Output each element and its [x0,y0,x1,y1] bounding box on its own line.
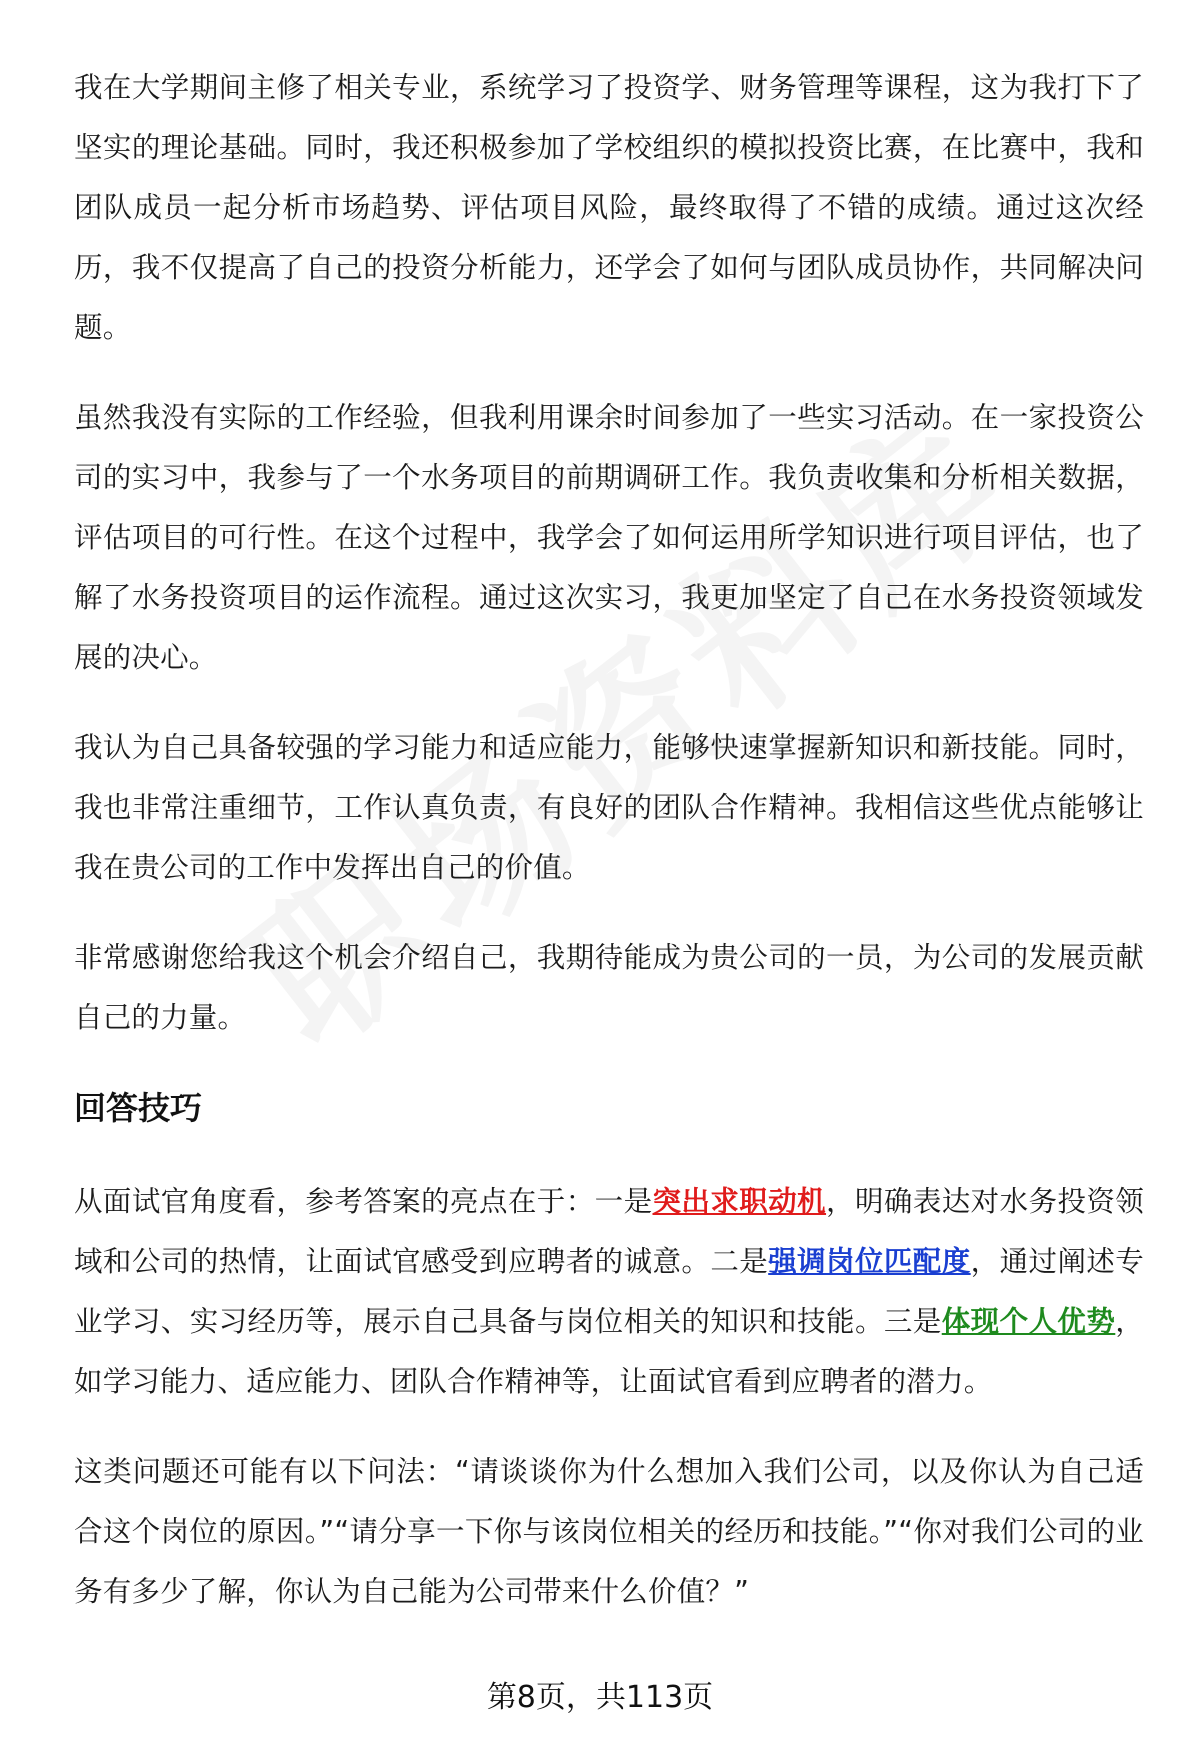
tips-text-1: 从面试官角度看，参考答案的亮点在于：一是 [74,1185,653,1218]
paragraph-strengths: 我认为自己具备较强的学习能力和适应能力，能够快速掌握新知识和新技能。同时，我也非常注重细节，工作认真负责，有良好的团队合作精神。我相信这些优点能够让我在贵公司的工作中发挥出自己的价值。 [74,731,1144,884]
paragraph-closing: 非常感谢您给我这个机会介绍自己，我期待能成为贵公司的一员，为公司的发展贡献自己的力量。 [74,941,1144,1034]
section-title: 回答技巧 [74,1089,203,1127]
highlight-job-match: 强调岗位匹配度 [768,1245,971,1278]
highlight-personal-strengths: 体现个人优势 [941,1305,1116,1338]
paragraph-education: 我在大学期间主修了相关专业，系统学习了投资学、财务管理等课程，这为我打下了坚实的理论基础。同时，我还积极参加了学校组织的模拟投资比赛，在比赛中，我和团队成员一起分析市场趋势、评估项目风险，最终取得了不错的成绩。通过这次经历，我不仅提高了自己的投资分析能力，还学会了如何与团队成员协作，共同解决问题。 [74,71,1144,344]
tips-text-2: ，明确表达对水务投资领域和公司的热情，让面试官感受到应聘者的诚意。二是 [74,1185,1144,1278]
tips-text-3: ，通过阐述专业学习、实习经历等，展示自己具备与岗位相关的知识和技能。三是 [74,1245,1144,1338]
document-body [74,58,1144,1652]
paragraph-internship: 虽然我没有实际的工作经验，但我利用课余时间参加了一些实习活动。在一家投资公司的实习中，我参与了一个水务项目的前期调研工作。我负责收集和分析相关数据，评估项目的可行性。在这个过程中，我学会了如何运用所学知识进行项目评估，也了解了水务投资项目的运作流程。通过这次实习，我更加坚定了自己在水务投资领域发展的决心。 [74,401,1144,674]
paragraph-variants: 这类问题还可能有以下问法：“请谈谈你为什么想加入我们公司，以及你认为自己适合这个岗位的原因。”“请分享一下你与该岗位相关的经历和技能。”“你对我们公司的业务有多少了解，你认为自己能为公司带来什么价值？” [74,1455,1144,1608]
paragraph-tips [74,1172,1144,1412]
page-number: 第8页，共113页 [486,1680,714,1715]
tips-text-4: ，如学习能力、适应能力、团队合作精神等，让面试官看到应聘者的潜力。 [74,1305,1144,1398]
highlight-motivation: 突出求职动机 [652,1185,827,1218]
